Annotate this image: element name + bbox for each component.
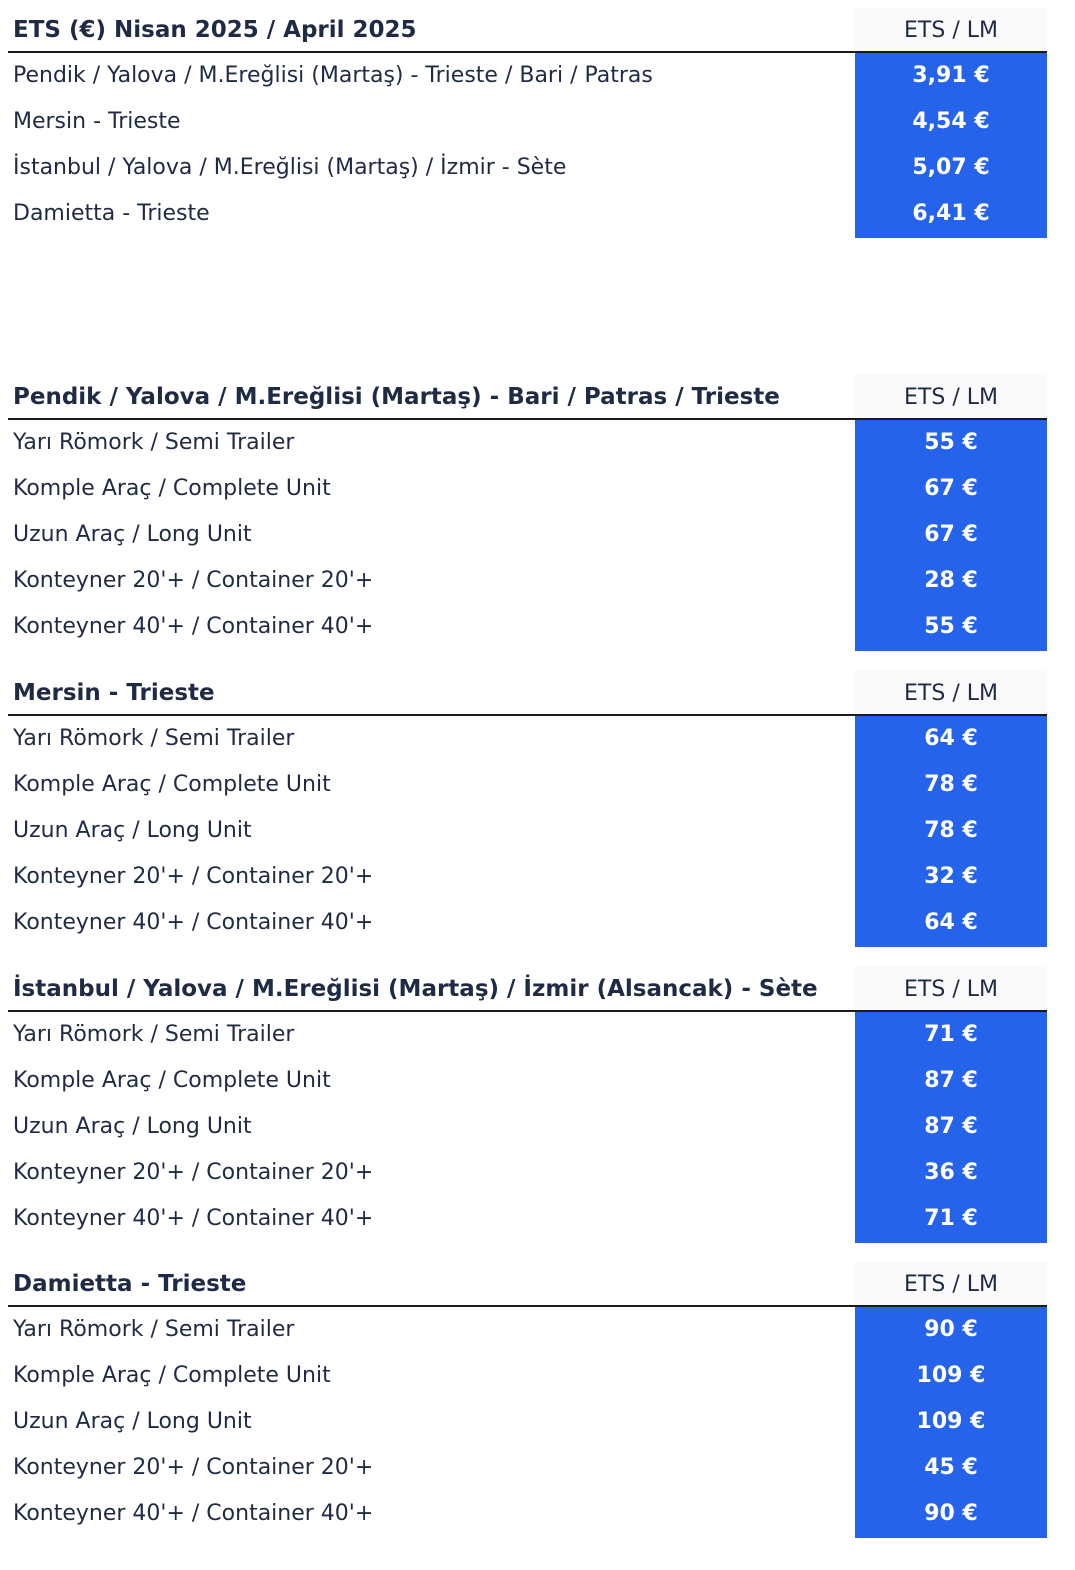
unit-label: Uzun Araç / Long Unit — [13, 1409, 252, 1434]
unit-label: Yarı Römork / Semi Trailer — [13, 430, 295, 455]
ets-value: 5,07 € — [855, 145, 1047, 191]
table-row — [8, 604, 1047, 650]
table-row — [8, 1150, 1047, 1196]
ets-value: 4,54 € — [855, 99, 1047, 145]
ets-value: 87 € — [855, 1058, 1047, 1104]
table-title: Mersin - Trieste — [13, 680, 215, 706]
ets-value: 3,91 € — [855, 53, 1047, 99]
table-title: ETS (€) Nisan 2025 / April 2025 — [13, 17, 417, 43]
unit-label: Yarı Römork / Semi Trailer — [13, 1022, 295, 1047]
table-title: Pendik / Yalova / M.Ereğlisi (Martaş) - Bari / Patras / Trieste — [13, 384, 780, 410]
table-row — [8, 420, 1047, 466]
pendik-route-table — [8, 375, 1047, 650]
unit-label: Konteyner 40'+ / Container 40'+ — [13, 614, 374, 639]
unit-label: Yarı Römork / Semi Trailer — [13, 726, 295, 751]
unit-label: Uzun Araç / Long Unit — [13, 1114, 252, 1139]
ets-value: 67 € — [855, 466, 1047, 512]
table-header — [8, 967, 1047, 1012]
unit-label: Komple Araç / Complete Unit — [13, 476, 331, 501]
ets-value: 64 € — [855, 716, 1047, 762]
unit-label: Uzun Araç / Long Unit — [13, 522, 252, 547]
table-row — [8, 854, 1047, 900]
ets-value: 90 € — [855, 1491, 1047, 1538]
table-row — [8, 99, 1047, 145]
table-title: Damietta - Trieste — [13, 1271, 247, 1297]
column-header-ets-lm: ETS / LM — [855, 8, 1047, 51]
ets-value: 6,41 € — [855, 191, 1047, 238]
unit-label: Komple Araç / Complete Unit — [13, 1068, 331, 1093]
table-row — [8, 191, 1047, 237]
unit-label: Komple Araç / Complete Unit — [13, 772, 331, 797]
table-row — [8, 53, 1047, 99]
ets-value: 78 € — [855, 762, 1047, 808]
ets-value: 67 € — [855, 512, 1047, 558]
ets-value: 45 € — [855, 1445, 1047, 1491]
istanbul-route-table — [8, 967, 1047, 1242]
route-label: Pendik / Yalova / M.Ereğlisi (Martaş) - Trieste / Bari / Patras — [13, 63, 653, 88]
unit-label: Konteyner 40'+ / Container 40'+ — [13, 1501, 374, 1526]
table-row — [8, 1104, 1047, 1150]
table-row — [8, 145, 1047, 191]
table-row — [8, 716, 1047, 762]
table-header — [8, 671, 1047, 716]
table-row — [8, 1012, 1047, 1058]
unit-label: Konteyner 20'+ / Container 20'+ — [13, 1160, 374, 1185]
table-row — [8, 1399, 1047, 1445]
column-header-ets-lm: ETS / LM — [855, 1262, 1047, 1305]
ets-value: 90 € — [855, 1307, 1047, 1353]
table-title: İstanbul / Yalova / M.Ereğlisi (Martaş) / İzmir (Alsancak) - Sète — [13, 976, 818, 1002]
table-header — [8, 1262, 1047, 1307]
table-row — [8, 512, 1047, 558]
ets-value: 71 € — [855, 1196, 1047, 1243]
unit-label: Yarı Römork / Semi Trailer — [13, 1317, 295, 1342]
route-label: Mersin - Trieste — [13, 109, 181, 134]
unit-label: Konteyner 20'+ / Container 20'+ — [13, 1455, 374, 1480]
unit-label: Konteyner 20'+ / Container 20'+ — [13, 568, 374, 593]
ets-value: 55 € — [855, 420, 1047, 466]
ets-value: 64 € — [855, 900, 1047, 947]
table-row — [8, 1307, 1047, 1353]
table-row — [8, 1058, 1047, 1104]
route-label: İstanbul / Yalova / M.Ereğlisi (Martaş) / İzmir - Sète — [13, 155, 567, 180]
table-row — [8, 558, 1047, 604]
ets-value: 78 € — [855, 808, 1047, 854]
ets-value: 55 € — [855, 604, 1047, 651]
unit-label: Konteyner 40'+ / Container 40'+ — [13, 1206, 374, 1231]
column-header-ets-lm: ETS / LM — [855, 375, 1047, 418]
ets-summary-table — [8, 8, 1047, 237]
mersin-route-table — [8, 671, 1047, 946]
column-header-ets-lm: ETS / LM — [855, 671, 1047, 714]
ets-value: 87 € — [855, 1104, 1047, 1150]
ets-value: 109 € — [855, 1353, 1047, 1399]
table-row — [8, 900, 1047, 946]
table-row — [8, 1196, 1047, 1242]
table-header — [8, 8, 1047, 53]
table-header — [8, 375, 1047, 420]
table-row — [8, 808, 1047, 854]
ets-value: 36 € — [855, 1150, 1047, 1196]
ets-value: 71 € — [855, 1012, 1047, 1058]
unit-label: Uzun Araç / Long Unit — [13, 818, 252, 843]
table-row — [8, 762, 1047, 808]
unit-label: Komple Araç / Complete Unit — [13, 1363, 331, 1388]
damietta-route-table — [8, 1262, 1047, 1537]
table-row — [8, 466, 1047, 512]
ets-value: 32 € — [855, 854, 1047, 900]
route-label: Damietta - Trieste — [13, 201, 210, 226]
table-row — [8, 1445, 1047, 1491]
ets-value: 28 € — [855, 558, 1047, 604]
table-row — [8, 1491, 1047, 1537]
unit-label: Konteyner 40'+ / Container 40'+ — [13, 910, 374, 935]
column-header-ets-lm: ETS / LM — [855, 967, 1047, 1010]
table-row — [8, 1353, 1047, 1399]
ets-value: 109 € — [855, 1399, 1047, 1445]
unit-label: Konteyner 20'+ / Container 20'+ — [13, 864, 374, 889]
